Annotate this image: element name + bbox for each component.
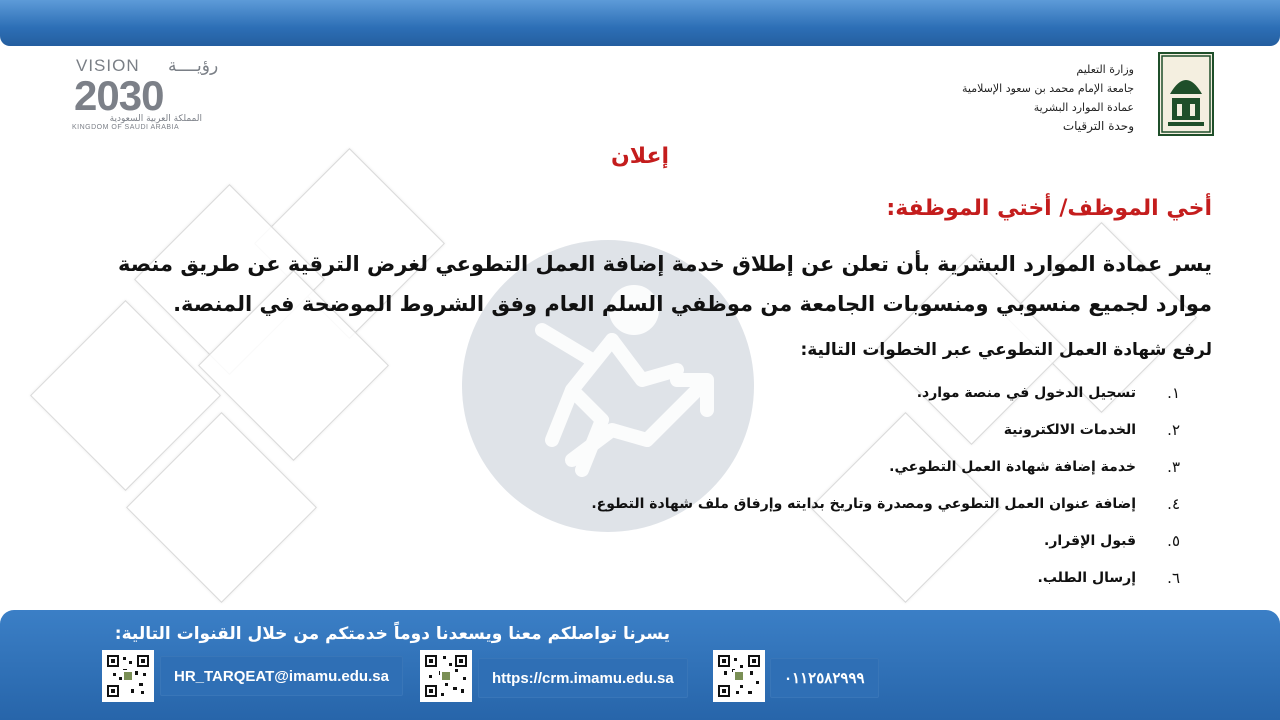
list-item — [380, 485, 1180, 522]
step-number: ٤. — [1167, 494, 1180, 513]
step-text: خدمة إضافة شهادة العمل التطوعي. — [889, 458, 1136, 475]
vision-kingdom-ar: المملكة العربية السعودية — [109, 114, 202, 124]
ministry-name: وزارة التعليم — [1076, 63, 1134, 76]
vision-2030-logo — [68, 56, 218, 138]
contact-heading: يسرنا تواصلكم معنا ويسعدنا دوماً خدمتكم من خلال القنوات التالية: — [114, 624, 670, 644]
list-item — [380, 411, 1180, 448]
list-item — [380, 448, 1180, 485]
steps-heading: لرفع شهادة العمل التطوعي عبر الخطوات التالية: — [800, 340, 1212, 360]
announcement-title: إعلان — [610, 144, 670, 169]
email-link[interactable]: HR_TARQEAT@imamu.edu.sa — [160, 656, 403, 696]
email-qr-code[interactable] — [102, 650, 154, 702]
university-name: جامعة الإمام محمد بن سعود الإسلامية — [962, 82, 1134, 95]
list-item — [380, 374, 1180, 411]
step-number: ١. — [1167, 383, 1180, 402]
list-item — [380, 522, 1180, 559]
vision-logo-year: 2030 — [74, 72, 164, 119]
university-logo — [1158, 52, 1214, 136]
step-text: إضافة عنوان العمل التطوعي ومصدرة وتاريخ بدايته وإرفاق ملف شهادة التطوع. — [591, 495, 1136, 512]
deanship-name: عمادة الموارد البشرية — [1033, 101, 1134, 114]
website-qr-code[interactable] — [420, 650, 472, 702]
announcement-intro: يسر عمادة الموارد البشرية بأن تعلن عن إطلاق خدمة إضافة العمل التطوعي لغرض الترقية عن طريق منصة موارد لجميع منسوبي ومنسوبات الجامعة من موظفي السلم العام وفق الشروط الموضحة في المنصة. — [118, 252, 1212, 316]
list-item — [380, 559, 1180, 596]
step-number: ٣. — [1167, 457, 1180, 476]
announcement-greeting: أخي الموظف/ أختي الموظفة: — [886, 196, 1212, 221]
unit-name: وحدة الترقيات — [1062, 119, 1134, 133]
vision-kingdom-en: KINGDOM OF SAUDI ARABIA — [72, 124, 180, 131]
step-number: ٢. — [1167, 420, 1180, 439]
vision-logo-label: VISION — [76, 56, 140, 75]
phone-qr-code[interactable] — [713, 650, 765, 702]
phone-number[interactable]: ٠١١٢٥٨٢٩٩٩ — [770, 658, 879, 698]
steps-list — [380, 374, 1180, 596]
step-number: ٦. — [1167, 568, 1180, 587]
vision-logo-label-ar: رؤيــــة — [168, 56, 219, 76]
step-text: إرسال الطلب. — [1037, 569, 1136, 586]
step-number: ٥. — [1167, 531, 1180, 550]
website-link[interactable]: https://crm.imamu.edu.sa — [478, 658, 688, 698]
step-text: تسجيل الدخول في منصة موارد. — [916, 384, 1136, 401]
step-text: الخدمات الالكترونية — [1003, 421, 1136, 438]
university-header — [894, 60, 1134, 136]
top-banner — [0, 0, 1280, 46]
step-text: قبول الإقرار. — [1044, 532, 1136, 549]
